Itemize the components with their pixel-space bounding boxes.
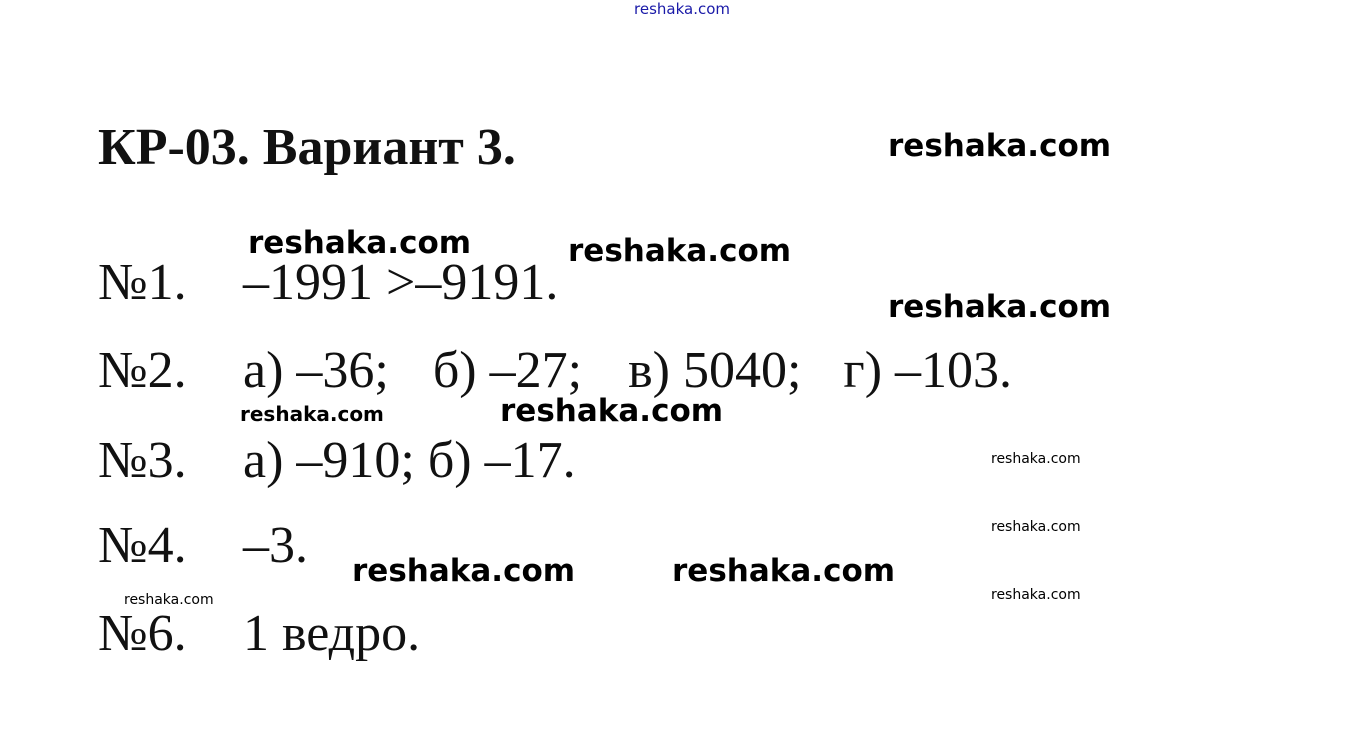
watermark: reshaka.com	[888, 128, 1112, 164]
answer-text: –3.	[243, 517, 308, 574]
answer-number: №4.	[98, 517, 187, 574]
watermark: reshaka.com	[568, 233, 792, 269]
watermark-top: reshaka.com	[634, 0, 730, 18]
watermark: reshaka.com	[991, 519, 1081, 535]
answer-part-g: г) –103.	[843, 342, 1013, 399]
answer-part-v: в) 5040;	[628, 342, 802, 399]
watermark: reshaka.com	[124, 592, 214, 608]
page-title: КР-03. Вариант 3.	[98, 119, 516, 176]
answer-text: 1 ведро.	[243, 605, 421, 662]
answer-part-b: б) –27;	[432, 342, 583, 399]
watermark: reshaka.com	[240, 402, 384, 426]
answer-number: №2.	[98, 342, 187, 399]
answer-text: а) –910; б) –17.	[243, 432, 576, 489]
answer-row-1	[98, 254, 559, 311]
watermark: reshaka.com	[991, 451, 1081, 467]
watermark: reshaka.com	[248, 225, 472, 261]
answer-part-a: а) –36;	[243, 342, 389, 399]
answer-number: №1.	[98, 254, 187, 311]
answer-row-3	[98, 432, 576, 489]
answer-number: №6.	[98, 605, 187, 662]
answer-text: –1991 >–9191.	[243, 254, 559, 311]
watermark: reshaka.com	[888, 289, 1112, 325]
answer-row-4	[98, 517, 308, 574]
answer-number: №3.	[98, 432, 187, 489]
watermark: reshaka.com	[672, 553, 896, 589]
watermark: reshaka.com	[500, 393, 724, 429]
watermark: reshaka.com	[352, 553, 576, 589]
answer-row-6	[98, 605, 421, 662]
watermark: reshaka.com	[991, 587, 1081, 603]
answer-row-2	[98, 342, 1013, 399]
